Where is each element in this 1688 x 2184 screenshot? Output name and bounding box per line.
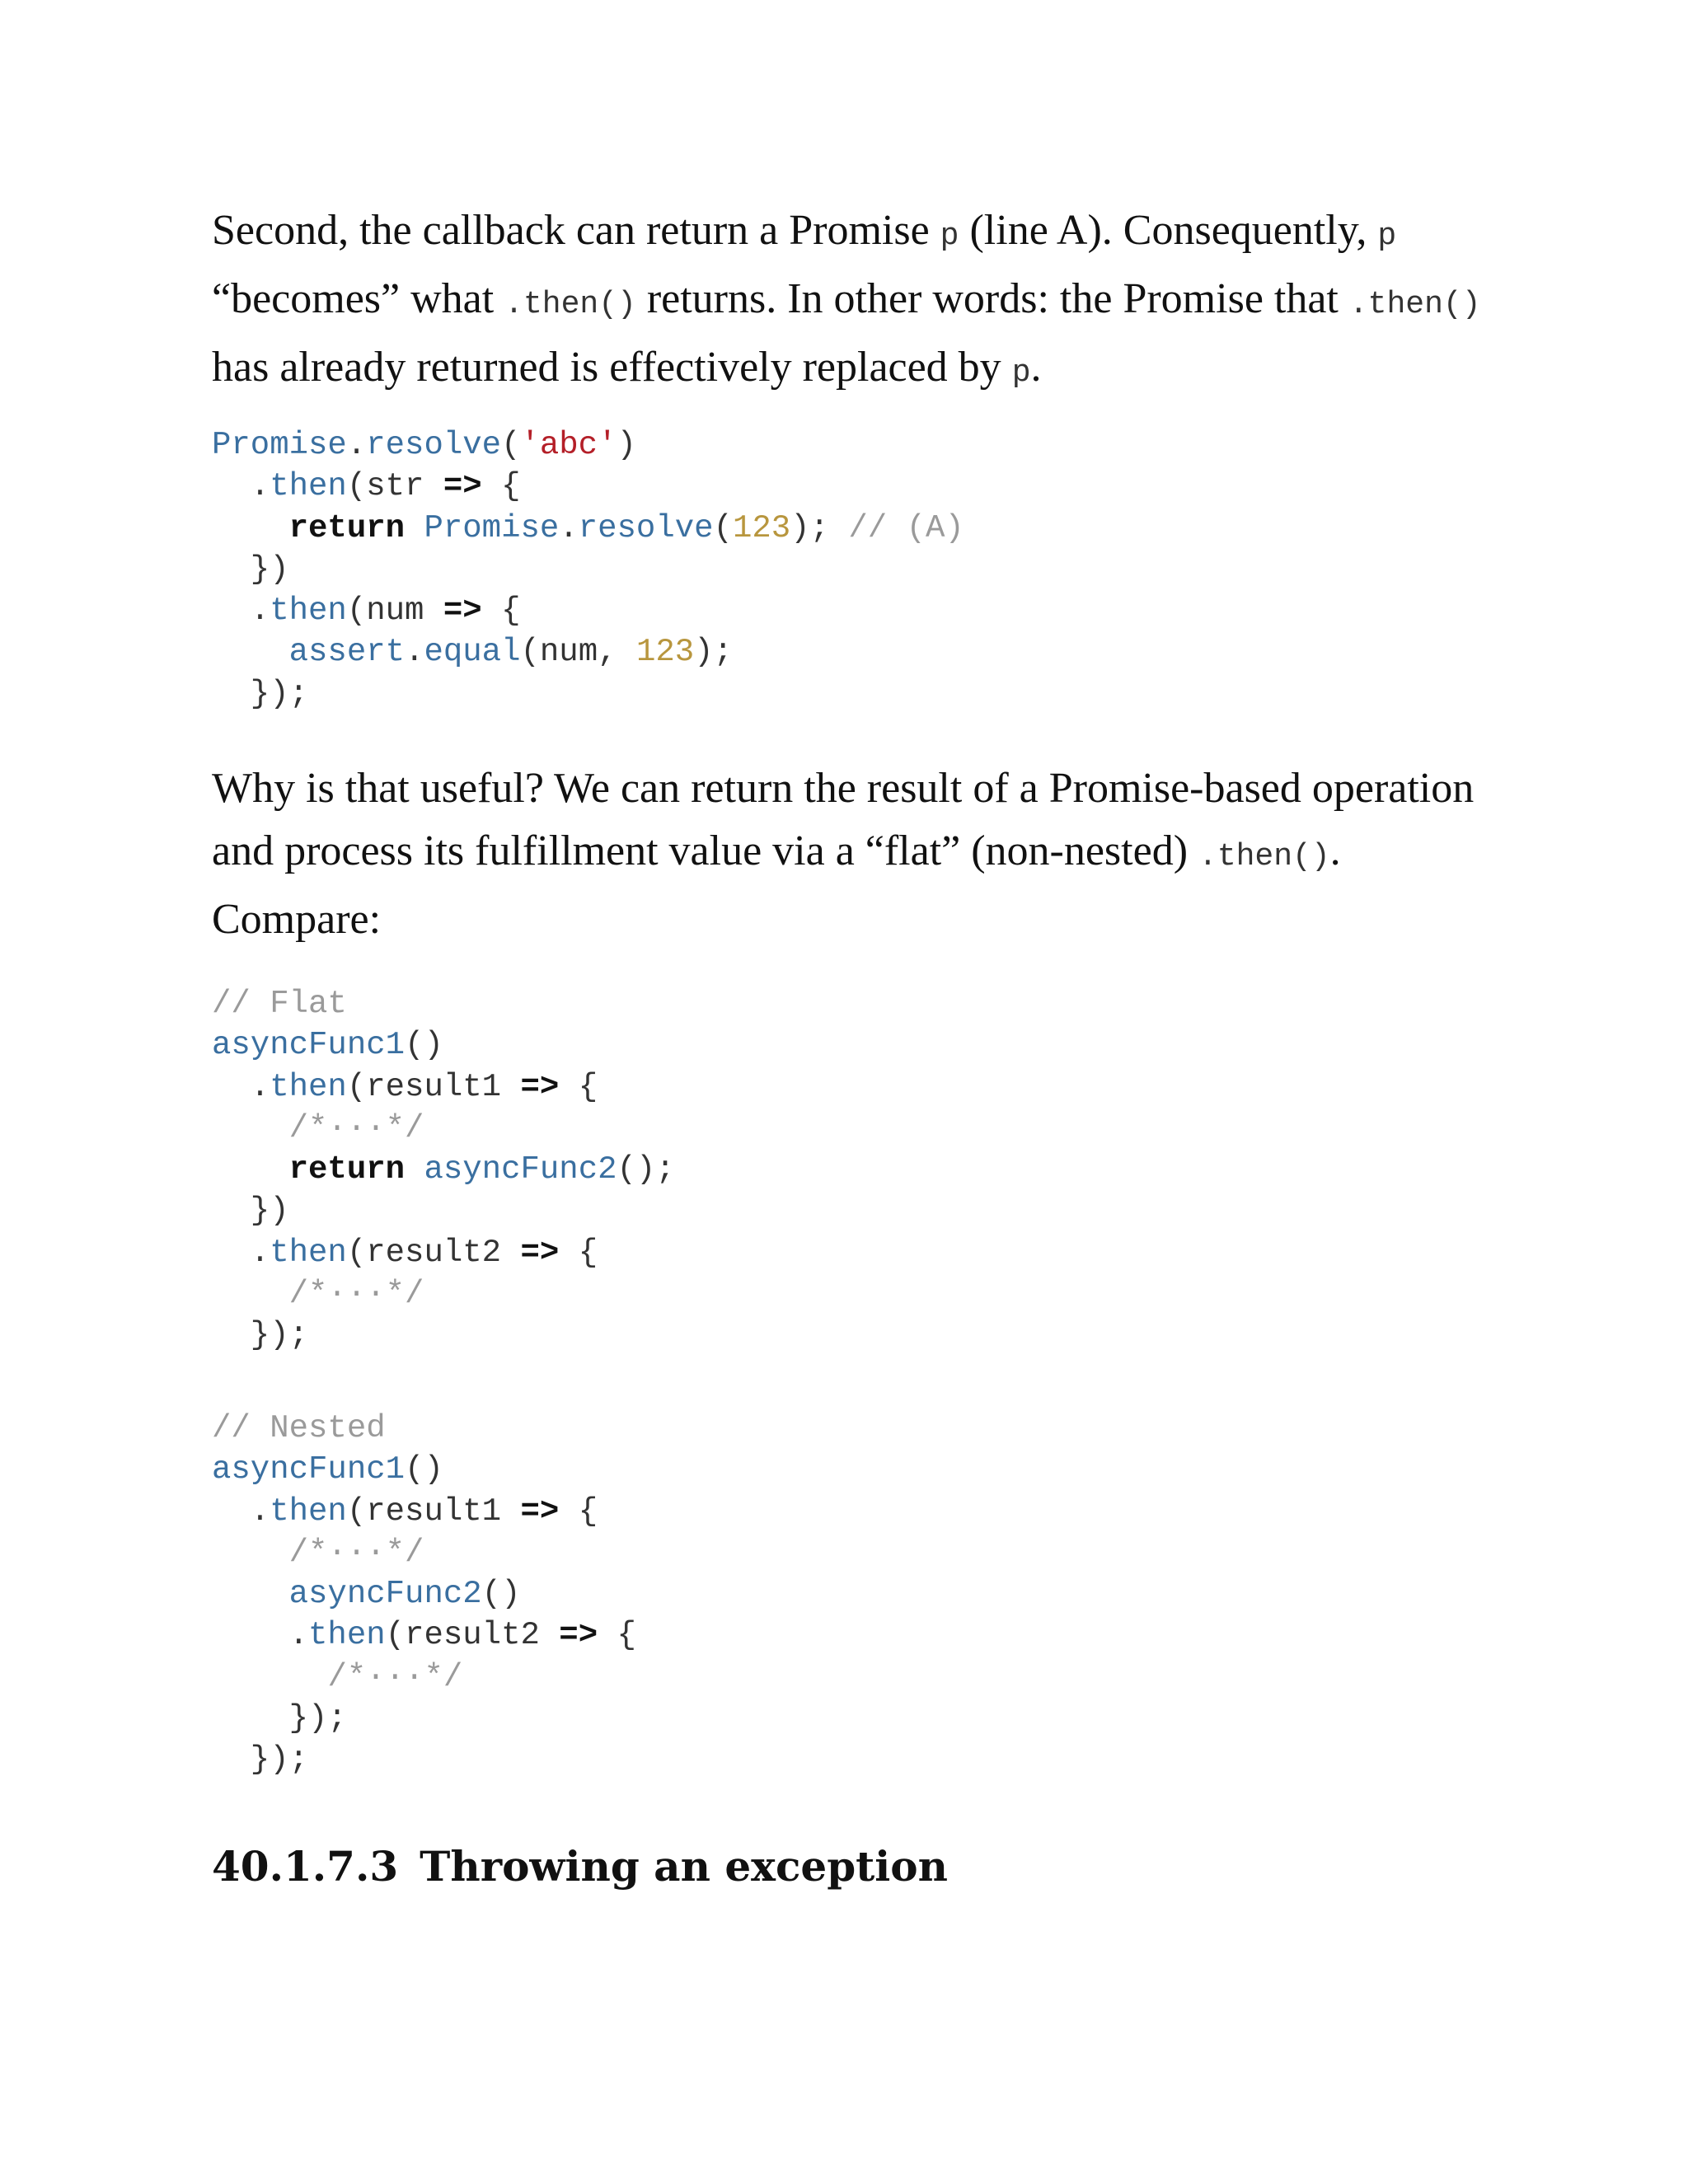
code-text: { [559, 1068, 598, 1105]
code-identifier: resolve [578, 509, 714, 546]
code-text: (); [617, 1151, 675, 1188]
code-text: (num [346, 593, 443, 630]
code-number: 123 [635, 634, 695, 671]
code-keyword: return [288, 1151, 406, 1188]
code-identifier: then [270, 468, 347, 505]
code-text: }); [212, 1700, 347, 1737]
section-title: Throwing an exception [420, 1842, 948, 1891]
code-block-promise-resolve [212, 424, 964, 715]
code-text: { [481, 468, 521, 505]
code-line [212, 1317, 308, 1353]
code-text: . [212, 468, 270, 505]
code-text: (num, [520, 634, 636, 671]
para1-text-1: Second, the callback can return a Promise [212, 207, 940, 254]
code-text: () [405, 1027, 443, 1064]
code-keyword: => [520, 1068, 560, 1105]
inline-code-then: .then() [1198, 839, 1330, 874]
code-keyword: return [288, 509, 406, 546]
code-line [212, 1069, 598, 1105]
inline-code-then: .then() [1348, 287, 1481, 322]
code-identifier: asyncFunc1 [212, 1027, 406, 1064]
code-text: ( [501, 427, 521, 463]
code-text: { [598, 1617, 636, 1654]
code-keyword: => [443, 593, 482, 630]
code-string: 'abc' [520, 427, 617, 463]
code-text [405, 510, 424, 546]
para1-text-5: has already returned is effectively replaced by [212, 344, 1012, 391]
code-identifier: then [270, 1493, 347, 1530]
code-line [212, 986, 347, 1022]
inline-code-p: p [940, 218, 959, 254]
code-text: ( [713, 509, 733, 546]
code-line [212, 468, 521, 504]
code-identifier: Promise [424, 509, 560, 546]
code-text [212, 1659, 327, 1695]
code-identifier: then [270, 1234, 347, 1271]
code-text [212, 1110, 289, 1146]
code-block-flat [212, 983, 675, 1357]
code-comment: // (A) [848, 509, 964, 546]
code-text [212, 510, 289, 546]
code-identifier: assert [288, 634, 406, 671]
code-identifier: asyncFunc1 [212, 1451, 406, 1488]
code-text: . [405, 634, 424, 671]
code-line [212, 1151, 675, 1188]
code-identifier: asyncFunc2 [288, 1576, 482, 1613]
code-line [212, 510, 964, 546]
code-text [212, 634, 289, 670]
code-line [212, 1741, 308, 1778]
code-text: . [212, 1493, 270, 1530]
code-text: (str [346, 468, 443, 505]
inline-code-p: p [1377, 218, 1397, 254]
code-number: 123 [732, 509, 791, 546]
code-text: ); [694, 634, 733, 671]
code-text [212, 1535, 289, 1571]
code-text [212, 1151, 289, 1188]
code-text: . [212, 1617, 309, 1654]
code-text: . [212, 593, 270, 630]
code-line [212, 1027, 443, 1063]
code-line [212, 676, 308, 712]
code-line [212, 551, 289, 588]
code-keyword: => [559, 1617, 598, 1654]
section-number: 40.1.7.3 [212, 1842, 399, 1891]
code-text: { [481, 593, 521, 630]
code-text: ); [790, 509, 849, 546]
code-line [212, 1276, 424, 1312]
code-text: (result2 [346, 1234, 521, 1271]
code-line [212, 1410, 386, 1446]
paragraph-why-useful [212, 757, 1481, 951]
code-identifier: asyncFunc2 [424, 1151, 617, 1188]
code-text [212, 1276, 289, 1312]
section-heading [212, 1834, 948, 1900]
code-identifier: resolve [366, 427, 502, 463]
code-text: }) [212, 551, 289, 588]
code-text: . [212, 1234, 270, 1271]
code-text: }); [212, 1741, 309, 1779]
code-text: . [559, 509, 579, 546]
code-keyword: => [520, 1234, 560, 1271]
code-text: . [212, 1068, 270, 1105]
code-line [212, 1535, 424, 1571]
code-text: () [481, 1576, 521, 1613]
code-text: { [559, 1493, 598, 1530]
code-text: (result1 [346, 1068, 521, 1105]
code-comment: /*···*/ [288, 1534, 424, 1571]
code-keyword: => [443, 468, 482, 505]
code-line [212, 634, 733, 670]
code-comment: // Flat [212, 986, 347, 1022]
para1-text-2: (line A). Consequently, [959, 207, 1378, 254]
code-line [212, 1110, 424, 1146]
code-line [212, 1700, 347, 1736]
code-text: { [559, 1234, 598, 1271]
code-text: ) [617, 427, 636, 463]
code-line [212, 593, 521, 629]
code-identifier: then [308, 1617, 386, 1654]
code-line [212, 1193, 289, 1229]
code-text: (result2 [385, 1617, 560, 1654]
code-text: }); [212, 1317, 309, 1354]
code-keyword: => [520, 1493, 560, 1530]
code-line [212, 1576, 520, 1612]
code-line [212, 1451, 443, 1488]
para1-text-6: . [1030, 344, 1042, 391]
code-line [212, 427, 636, 463]
code-text: }) [212, 1193, 289, 1230]
code-comment: // Nested [212, 1410, 386, 1446]
inline-code-p: p [1011, 355, 1031, 391]
code-line [212, 1617, 636, 1653]
para2-text-1: Why is that useful? We can return the result of a Promise-based operation and process its fulfillment value via a “flat” (non-nested) [212, 765, 1475, 874]
code-identifier: equal [424, 634, 521, 671]
inline-code-then: .then() [504, 287, 636, 322]
code-text [405, 1151, 424, 1188]
code-text: () [405, 1451, 443, 1488]
code-text: . [346, 427, 367, 463]
code-identifier: then [270, 1068, 347, 1105]
code-comment: /*···*/ [288, 1109, 424, 1146]
code-block-nested [212, 1408, 636, 1781]
code-identifier: then [270, 593, 347, 630]
code-text: }); [212, 675, 309, 712]
code-line [212, 1235, 598, 1271]
para1-text-3: “becomes” what [212, 275, 505, 322]
code-text [212, 1576, 289, 1612]
para2-text-2: . Compare: [212, 827, 1341, 943]
code-line [212, 1659, 462, 1695]
code-line [212, 1493, 598, 1530]
para1-text-4: returns. In other words: the Promise that [635, 275, 1349, 322]
paragraph-return-promise [212, 199, 1481, 405]
code-comment: /*···*/ [327, 1658, 463, 1695]
code-identifier: Promise [212, 427, 347, 463]
code-text: (result1 [346, 1493, 521, 1530]
code-comment: /*···*/ [288, 1276, 424, 1313]
